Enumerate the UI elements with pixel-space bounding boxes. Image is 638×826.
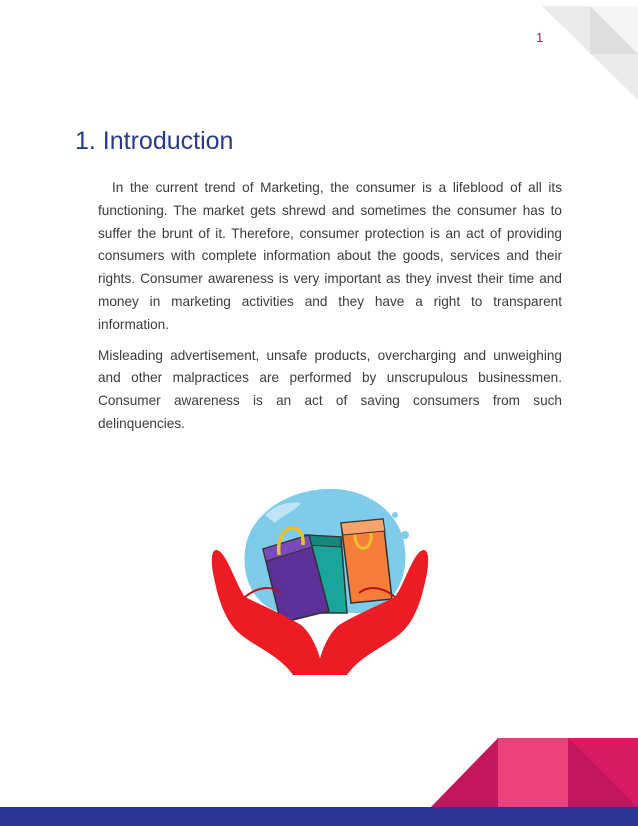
paragraph-malpractices: Misleading advertisement, unsafe products, overcharging and unweighing and other malpractices are performed by unscrupulous businessmen. Consumer awareness is an act of saving consumers from such delinquencies. xyxy=(98,347,562,431)
section-heading: 1. Introduction xyxy=(75,127,234,155)
bottom-corner-decoration xyxy=(430,738,638,808)
paragraph-intro: In the current trend of Marketing, the consumer is a lifeblood of all its functioning. The market gets shrewd and sometimes the consumer has to suffer the brunt of it. Therefore, consumer protection is an act of providing consumers with complete information about the goods, services and their rights. Consumer awareness is very important as they invest their time and money in marketing activities and they have a right to transparent information. xyxy=(98,180,562,332)
page-number: 1 xyxy=(536,30,544,45)
footer-bar xyxy=(0,807,638,826)
hands-holding-shopping-bags-icon xyxy=(205,475,435,680)
body-text xyxy=(98,177,562,444)
top-corner-decoration xyxy=(542,0,638,100)
